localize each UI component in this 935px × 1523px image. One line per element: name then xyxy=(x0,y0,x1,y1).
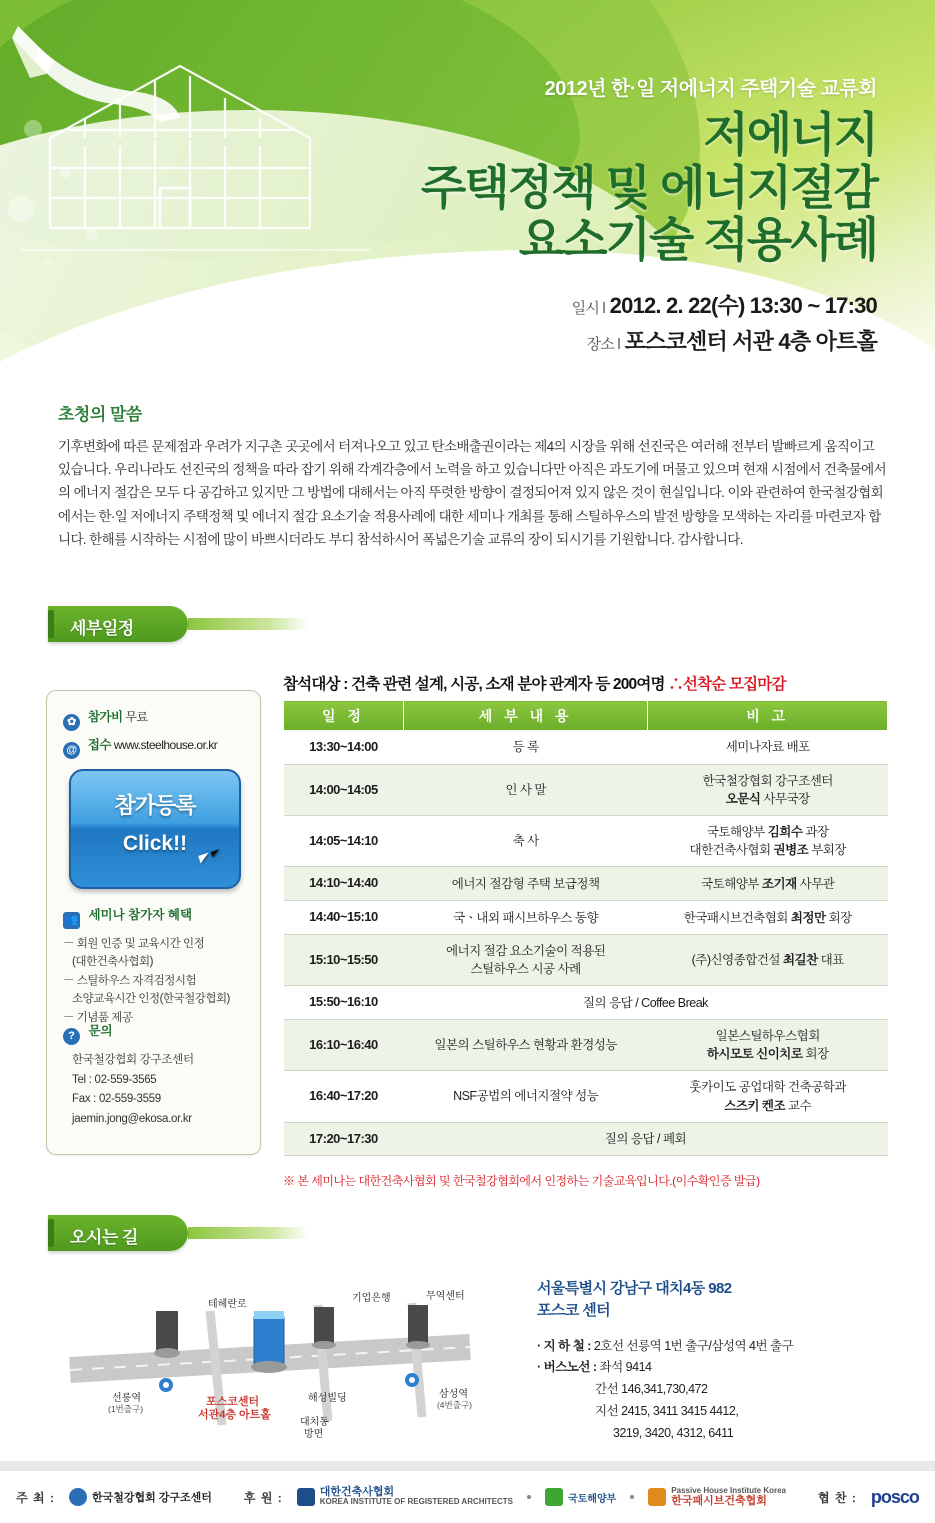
cell-detail-full: 질의 응답 / Coffee Break xyxy=(403,986,887,1020)
transit-item-value: 2호선 선릉역 1번 출구/삼성역 4번 출구 xyxy=(593,1338,794,1353)
cell-time: 14:10~14:40 xyxy=(284,867,404,901)
table-row xyxy=(284,764,888,815)
benefit-item: 소양교육시간 인정(한국철강협회) xyxy=(72,993,230,1006)
sponsor-label: 후 원 : xyxy=(243,1490,283,1505)
benefit-title xyxy=(63,905,249,929)
coop-label: 협 찬 : xyxy=(818,1490,857,1505)
table-row xyxy=(284,1071,888,1122)
benefit-item: － 스틸하우스 자격검정시험 xyxy=(63,974,197,987)
contact-line: jaemin.jong@ekosa.or.kr xyxy=(72,1112,192,1125)
address-line1: 서울특별시 강남구 대치4동 982 xyxy=(537,1280,732,1297)
apply-url[interactable]: www.steelhouse.or.kr xyxy=(113,738,218,752)
table-row xyxy=(284,935,888,986)
sponsor3-top: Passive House Institute Korea xyxy=(671,1485,787,1495)
registration-button-line2: Click!! xyxy=(122,832,188,855)
transit-item-value: 지선 2415, 3411 3415 4412, xyxy=(595,1404,739,1419)
at-sign-icon: @ xyxy=(63,742,80,759)
poster-header xyxy=(0,0,935,390)
svg-text:해성빌딩: 해성빌딩 xyxy=(308,1393,347,1404)
cell-detail: NSF공법의 에너지절약 성능 xyxy=(403,1071,648,1122)
attendee-target-highlight: ∴선착순 모집마감 xyxy=(668,676,786,693)
svg-text:(4번출구): (4번출구) xyxy=(436,1400,472,1410)
cell-note: 일본스틸하우스협회 하시모토 신이치로 회장 xyxy=(648,1020,888,1071)
fee-value: 무료 xyxy=(125,710,148,724)
benefit-block xyxy=(63,905,249,1027)
kosa-logo-icon xyxy=(69,1488,87,1506)
header-title-line3: 요소기술 적용사례 xyxy=(518,213,877,267)
house-sketch-illustration xyxy=(10,18,430,308)
address-line2: 포스코 센터 xyxy=(537,1301,611,1319)
table-row xyxy=(284,867,888,901)
fee-row xyxy=(63,707,148,731)
event-place-label: 장소 l xyxy=(586,335,620,353)
section-tail xyxy=(188,1227,308,1239)
sponsor1-name: 대한건축사협회 xyxy=(319,1485,395,1498)
table-row xyxy=(284,1020,888,1071)
greeting-block xyxy=(58,400,888,551)
event-date-value: 2012. 2. 22(수) 13:30 ~ 17:30 xyxy=(609,292,877,318)
event-date-row xyxy=(421,289,877,320)
svg-text:테헤란로: 테헤란로 xyxy=(208,1299,247,1310)
cell-detail: 등 록 xyxy=(403,731,648,765)
cell-time: 14:05~14:10 xyxy=(284,816,404,867)
event-place-value: 포스코센터 서관 4층 아트홀 xyxy=(624,328,877,354)
sponsor3-name: 한국패시브건축협회 xyxy=(671,1494,767,1507)
cell-time: 15:50~16:10 xyxy=(284,986,404,1020)
svg-text:포스코센터: 포스코센터 xyxy=(206,1396,260,1408)
benefit-list xyxy=(63,935,249,1027)
registration-button-line1: 참가등록 xyxy=(114,793,196,818)
separator-dot xyxy=(630,1495,634,1499)
cell-time: 14:40~15:10 xyxy=(284,901,404,935)
map-illustration xyxy=(60,1275,480,1465)
greeting-title: 초청의 말씀 xyxy=(58,405,142,424)
address-block xyxy=(537,1278,917,1475)
benefit-item: － 회원 인증 및 교육시간 인정 xyxy=(63,938,205,950)
cell-detail: 에너지 절감형 주택 보급정책 xyxy=(403,867,648,901)
hand-pencil-icon xyxy=(12,26,180,122)
svg-text:선릉역: 선릉역 xyxy=(112,1393,141,1404)
cell-detail: 인 사 말 xyxy=(403,764,648,815)
header-meta xyxy=(421,289,877,356)
section-label-schedule: 세부일정 xyxy=(70,619,134,638)
header-kicker: 2012년 한·일 저에너지 주택기술 교류회 xyxy=(544,78,877,100)
event-date-label: 일시 l xyxy=(571,299,605,317)
schedule-footnote: ※ 본 세미나는 대한건축사협회 및 한국철강협회에서 인정하는 기술교육입니다.(이수확인증 발급) xyxy=(283,1174,760,1188)
section-header-schedule xyxy=(48,606,318,642)
host-logo xyxy=(69,1488,212,1506)
header-title xyxy=(421,109,877,267)
cell-note: 세미나자료 배포 xyxy=(648,731,888,765)
transit-item-value: 3219, 3420, 4312, 6411 xyxy=(613,1426,734,1440)
table-row xyxy=(284,901,888,935)
cell-time: 16:40~17:20 xyxy=(284,1071,404,1122)
header-title-line1: 저에너지 xyxy=(703,108,877,161)
cell-time: 15:10~15:50 xyxy=(284,935,404,986)
transit-item-key: · 버스노선 : xyxy=(537,1360,600,1375)
host-name: 한국철강협회 강구조센터 xyxy=(91,1492,212,1504)
table-row xyxy=(284,986,888,1020)
transit-item-value: 좌석 9414 xyxy=(599,1360,652,1375)
col-header-detail: 세 부 내 용 xyxy=(403,701,648,731)
kira-logo-icon xyxy=(297,1488,315,1506)
attendee-target-text: 참석대상 : 건축 관련 설계, 시공, 소재 분야 관계자 등 200여명 xyxy=(283,676,665,693)
poster-footer xyxy=(0,1470,935,1522)
transit-item xyxy=(537,1423,917,1445)
svg-text:(1번출구): (1번출구) xyxy=(108,1404,144,1414)
cell-detail: 축 사 xyxy=(403,816,648,867)
svg-text:방면: 방면 xyxy=(304,1429,324,1440)
contact-block xyxy=(63,1021,253,1129)
cell-time: 16:10~16:40 xyxy=(284,1020,404,1071)
section-tail xyxy=(188,618,308,630)
host-label: 주 최 : xyxy=(16,1490,55,1505)
contact-line: Tel : 02-559-3565 xyxy=(72,1073,157,1086)
cell-note: (주)신영종합건설 최길찬 대표 xyxy=(648,935,888,986)
sponsor-logo-2 xyxy=(545,1488,616,1506)
benefit-item: (대한건축사협회) xyxy=(72,956,153,969)
cell-detail: 국ㆍ내외 패시브하우스 동향 xyxy=(403,901,648,935)
sponsor-logo-1 xyxy=(297,1487,513,1507)
sponsor-logo-3 xyxy=(648,1487,786,1507)
transit-item-key: · 지 하 철 : xyxy=(537,1338,594,1353)
svg-text:삼성역: 삼성역 xyxy=(439,1389,468,1400)
contact-line: Fax : 02-559-3559 xyxy=(72,1093,161,1106)
svg-text:무역센터: 무역센터 xyxy=(426,1291,465,1302)
benefit-title-text: 세미나 참가자 혜택 xyxy=(88,908,193,922)
cell-note: 국토해양부 김희수 과장 대한건축사협회 권병조 부회장 xyxy=(648,816,888,867)
attendee-target-line xyxy=(283,672,786,694)
event-place-row xyxy=(421,325,877,356)
transit-list xyxy=(537,1336,917,1445)
schedule-table xyxy=(283,700,888,1156)
transit-item-value: 간선 146,341,730,472 xyxy=(595,1382,708,1397)
separator-dot xyxy=(527,1495,531,1499)
svg-text:대치동: 대치동 xyxy=(300,1417,329,1428)
svg-text:기업은행: 기업은행 xyxy=(352,1293,391,1304)
header-title-line2: 주택정책 및 에너지절감 xyxy=(420,160,877,214)
section-label-directions: 오시는 길 xyxy=(70,1228,138,1247)
cell-detail: 에너지 절감 요소기술이 적용된 스틸하우스 시공 사례 xyxy=(403,935,648,986)
transit-item xyxy=(537,1379,917,1401)
people-icon: 👥 xyxy=(63,912,80,929)
transit-item xyxy=(537,1357,917,1379)
registration-info-box xyxy=(46,690,261,1155)
contact-title-text: 문의 xyxy=(88,1024,113,1038)
apply-row xyxy=(63,735,217,759)
contact-title xyxy=(63,1021,253,1045)
fee-label: 참가비 xyxy=(87,710,123,724)
molit-logo-icon xyxy=(545,1488,563,1506)
cell-time: 17:20~17:30 xyxy=(284,1122,404,1156)
cell-note: 국토해양부 조기재 사무관 xyxy=(648,867,888,901)
footer-divider-bar xyxy=(0,1461,935,1471)
contact-line: 한국철강협회 강구조센터 xyxy=(72,1054,194,1066)
transit-item xyxy=(537,1401,917,1423)
posco-logo: posco xyxy=(870,1486,919,1507)
cell-note: 한국패시브건축협회 최정만 회장 xyxy=(648,901,888,935)
table-row xyxy=(284,1122,888,1156)
registration-button[interactable] xyxy=(69,769,241,889)
cell-time: 13:30~14:00 xyxy=(284,731,404,765)
sponsor2-name: 국토해양부 xyxy=(567,1493,617,1505)
sponsor1-subtitle: KOREA INSTITUTE OF REGISTERED ARCHITECTS xyxy=(319,1497,513,1507)
gear-icon: ✿ xyxy=(63,714,80,731)
cell-detail: 일본의 스틸하우스 현황과 환경성능 xyxy=(403,1020,648,1071)
benefit-item: － 기념품 제공 xyxy=(63,1011,133,1024)
col-header-note: 비 고 xyxy=(648,701,888,731)
apply-label: 접수 xyxy=(87,738,111,752)
table-header-row xyxy=(284,701,888,731)
cell-time: 14:00~14:05 xyxy=(284,764,404,815)
section-header-directions xyxy=(48,1215,318,1251)
question-icon: ? xyxy=(63,1028,80,1045)
header-text-block xyxy=(421,72,877,356)
cell-note: 훗카이도 공업대학 건축공학과 스즈키 켄조 교수 xyxy=(648,1071,888,1122)
table-row xyxy=(284,731,888,765)
col-header-time: 일 정 xyxy=(284,701,404,731)
table-row xyxy=(284,816,888,867)
contact-lines xyxy=(63,1051,253,1129)
phik-logo-icon xyxy=(648,1488,666,1506)
cell-note: 한국철강협회 강구조센터 오문식 사무국장 xyxy=(648,764,888,815)
transit-item xyxy=(537,1336,917,1358)
svg-text:서관4층 아트홀: 서관4층 아트홀 xyxy=(198,1409,271,1421)
location-map xyxy=(60,1275,480,1465)
greeting-body: 기후변화에 따른 문제점과 우려가 지구촌 곳곳에서 터져나오고 있고 탄소배출권이라는 제4의 시장을 위해 선진국은 여러해 전부터 발빠르게 움직이고 있습니다. 우리나라도 선진국의 정책을 따라 잡기 위해 각계각층에서 노력을 하고 있습니다만 아직은 과도기에 머물고 있으며 현재 시점에서 건축물에서의 에너지 절감은 모두 다 공감하고 있지만 그 방법에 대해서는 아직 뚜렷한 방향이 결정되어져 있지 않은 것이 현실입니다. 이와 관련하여 한국철강협회에서는 한·일 저에너지 주택정책 및 에너지 절감 요소기술 적용사례에 대한 세미나 개최를 통해 스틸하우스의 발전 방향을 모색하는 자리를 마련코자 합니다. 한해를 시작하는 시점에 많이 바쁘시더라도 부디 참석하시어 폭넓은기술 교류의 장이 되시기를 기원합니다. 감사합니다. xyxy=(58,439,887,547)
cell-detail-full: 질의 응답 / 폐회 xyxy=(403,1122,887,1156)
